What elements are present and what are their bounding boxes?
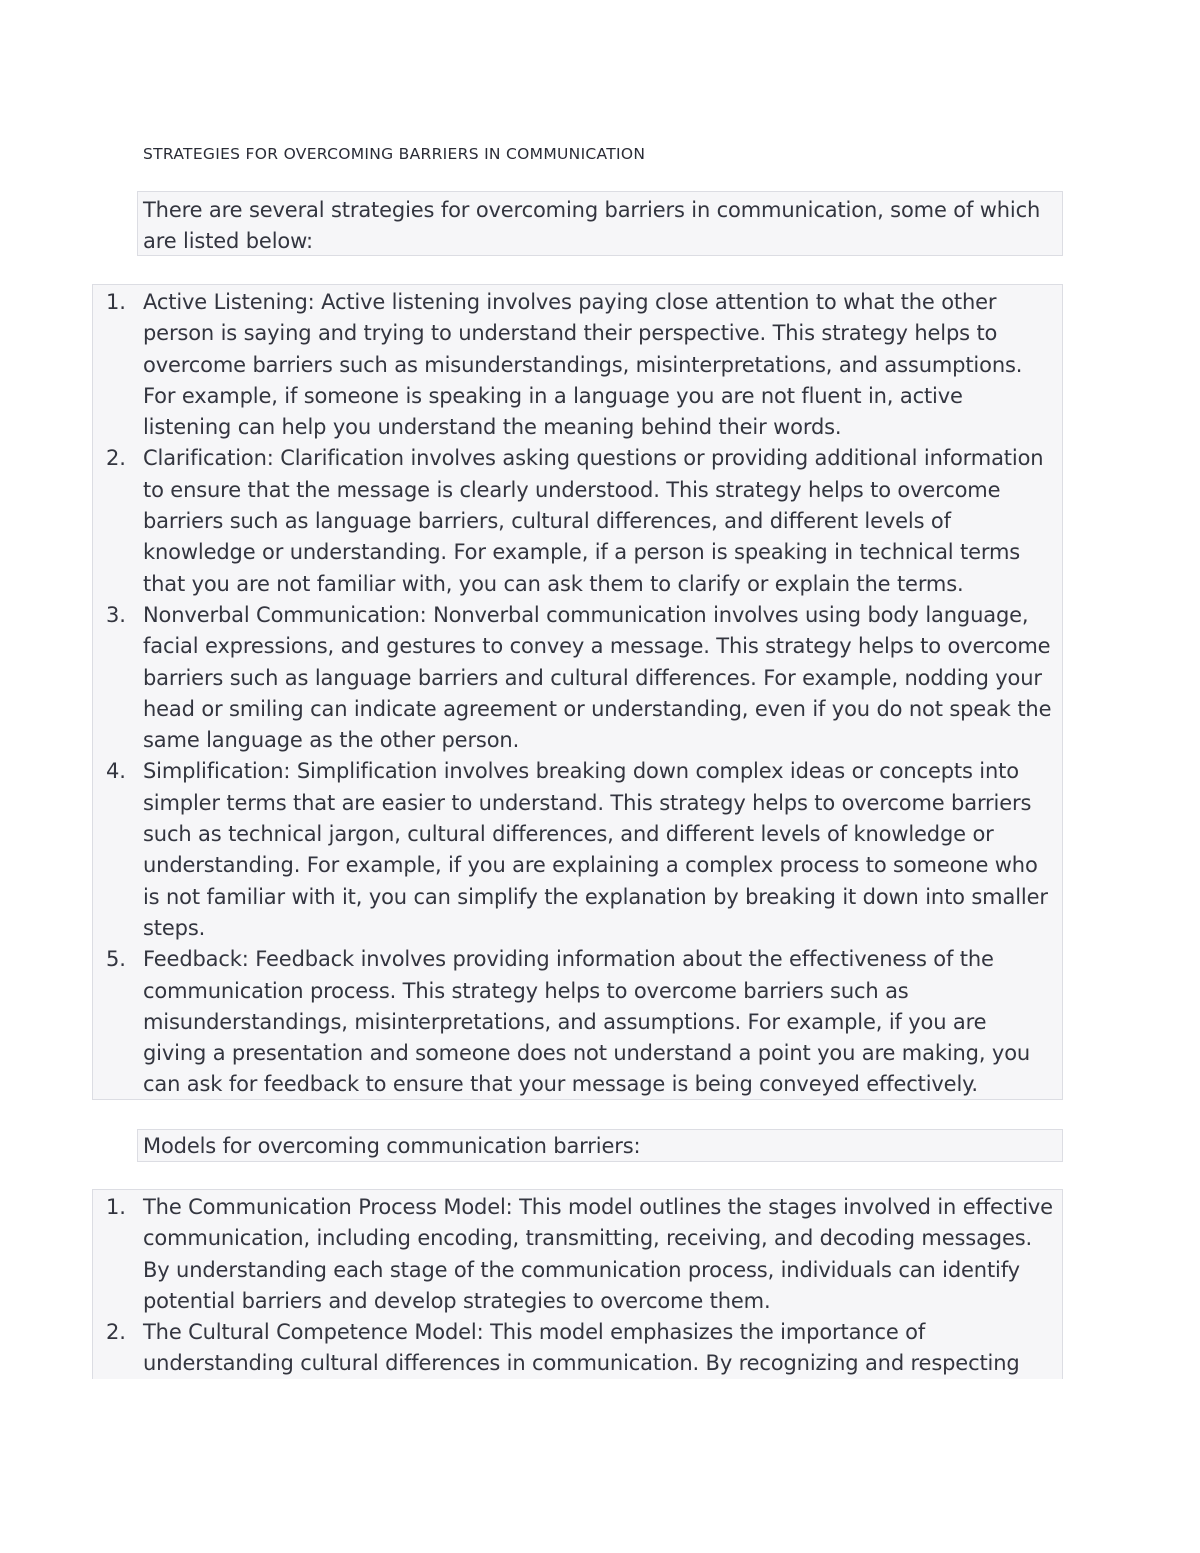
models-heading: Models for overcoming communication barriers: [143,1134,641,1158]
strategies-list-block [92,284,1063,1100]
list-item [93,600,1062,756]
list-item [93,756,1062,944]
intro-block [137,191,1063,256]
list-item [93,1317,1062,1379]
page-title: STRATEGIES FOR OVERCOMING BARRIERS IN COMMUNICATION [143,145,646,163]
list-item-text: Active Listening: Active listening involves paying close attention to what the other person is saying and trying to understand their perspective. This strategy helps to overcome barriers such as misunderstandings, misinterpretations, and assumptions. For example, if someone is speaking in a language you are not fluent in, active listening can help you understand the meaning behind their words. [143,290,1023,440]
list-number: 2. [106,446,126,471]
list-item-text: The Cultural Competence Model: This model emphasizes the importance of understanding cultural differences in communication. By recognizing and respecting [143,1320,1020,1376]
models-heading-block [137,1129,1063,1162]
list-number: 5. [106,947,126,972]
list-item-text: The Communication Process Model: This model outlines the stages involved in effective communication, including encoding, transmitting, receiving, and decoding messages. By understanding each stage of the communication process, individuals can identify potential barriers and develop strategies to overcome them. [143,1195,1053,1313]
list-number: 1. [106,290,126,314]
list-item [93,287,1062,443]
list-item-text: Simplification: Simplification involves breaking down complex ideas or concepts into simpler terms that are easier to understand. This strategy helps to overcome barriers such as technical jargon, cultural differences, and different levels of knowledge or understanding. For example, if you are explaining a complex process to someone who is not familiar with it, you can simplify the explanation by breaking it down into smaller steps. [143,759,1048,940]
list-number: 4. [106,759,126,784]
intro-paragraph: There are several strategies for overcoming barriers in communication, some of which are listed below: [143,198,1041,254]
list-item [93,944,1062,1100]
models-list-block [92,1189,1063,1379]
list-number: 2. [106,1320,126,1345]
list-item [93,1192,1062,1317]
list-item-text: Nonverbal Communication: Nonverbal communication involves using body language, facial expressions, and gestures to convey a message. This strategy helps to overcome barriers such as language barriers and cultural differences. For example, nodding your head or smiling can indicate agreement or understanding, even if you do not speak the same language as the other person. [143,602,1052,753]
list-number: 3. [106,602,126,627]
strategies-list [93,287,1062,1101]
models-list [93,1192,1062,1379]
list-item-text: Feedback: Feedback involves providing information about the effectiveness of the communication process. This strategy helps to overcome barriers such as misunderstandings, misinterpretations, and assumptions. For example, if you are giving a presentation and someone does not understand a point you are making, you can ask for feedback to ensure that your message is being conveyed effectively. [143,947,1031,1097]
list-item-text: Clarification: Clarification involves asking questions or providing additional information to ensure that the message is clearly understood. This strategy helps to overcome barriers such as language barriers, cultural differences, and different levels of knowledge or understanding. For example, if a person is speaking in technical terms that you are not familiar with, you can ask them to clarify or explain the terms. [143,446,1044,596]
list-item [93,443,1062,599]
list-number: 1. [106,1195,126,1219]
